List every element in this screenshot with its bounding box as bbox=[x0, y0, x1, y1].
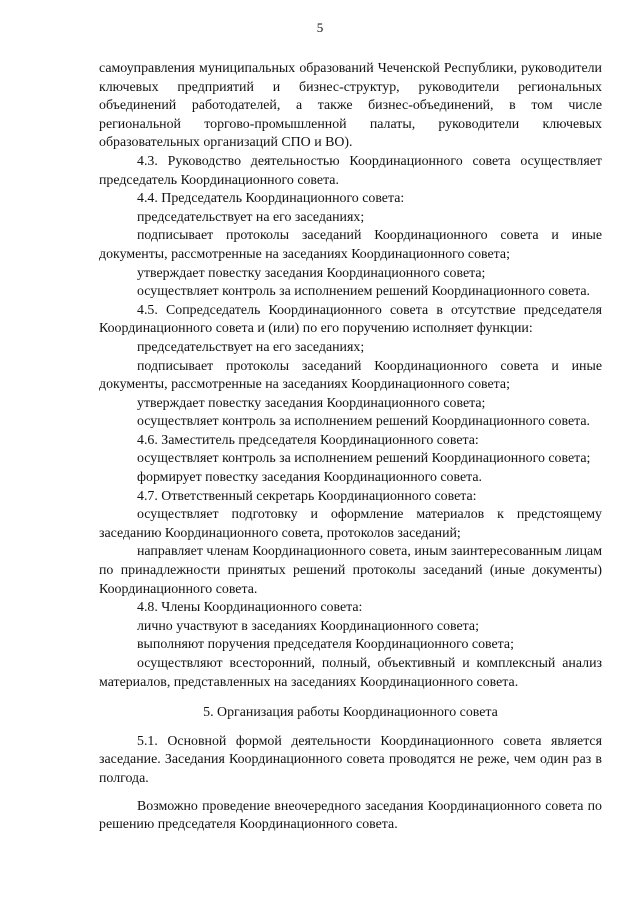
paragraph: самоуправления муниципальных образований Чеченской Республики, руководители ключевых предприятий и бизнес-структур, руководители региональных объединений работодателей, а также бизнес-объединений, в том числе региональной торгово-промышленной палаты, руководители ключевых образовательных организаций СПО и ВО). bbox=[99, 61, 602, 151]
paragraph: Возможно проведение внеочередного заседания Координационного совета по решению председателя Координационного совета. bbox=[99, 798, 602, 833]
paragraph: 5.1. Основной формой деятельности Координационного совета является заседание. Заседания Координационного совета проводятся не реже, чем один раз в полгода. bbox=[99, 733, 602, 786]
paragraph: осуществляют всесторонний, полный, объективный и комплексный анализ материалов, представленных на заседаниях Координационного совета. bbox=[99, 656, 602, 690]
paragraph: 4.5. Сопредседатель Координационного совета в отсутствие председателя Координационного совета и (или) по его поручению исполняет функции: bbox=[99, 302, 602, 337]
paragraph: 4.4. Председатель Координационного совета: bbox=[137, 191, 405, 207]
paragraph: осуществляет подготовку и оформление материалов к предстоящему заседанию Координационного совета, протоколов заседаний; bbox=[99, 507, 602, 541]
paragraph: выполняют поручения председателя Координационного совета; bbox=[137, 637, 514, 653]
paragraph: осуществляет контроль за исполнением решений Координационного совета; bbox=[137, 451, 591, 467]
page-number: 5 bbox=[316, 20, 324, 35]
paragraph: утверждает повестку заседания Координационного совета; bbox=[137, 265, 486, 281]
paragraph: осуществляет контроль за исполнением решений Координационного совета. bbox=[137, 414, 591, 430]
paragraph: председательствует на его заседаниях; bbox=[137, 209, 365, 225]
paragraph: подписывает протоколы заседаний Координационного совета и иные документы, рассмотренные на заседаниях Координационного совета; bbox=[99, 228, 602, 262]
paragraph: формирует повестку заседания Координационного совета. bbox=[137, 470, 482, 486]
paragraph: 4.7. Ответственный секретарь Координационного совета: bbox=[137, 488, 477, 504]
section-heading: 5. Организация работы Координационного совета bbox=[203, 705, 498, 721]
paragraph: 4.3. Руководство деятельностью Координационного совета осуществляет председатель Координационного совета. bbox=[99, 153, 602, 188]
paragraph: председательствует на его заседаниях; bbox=[137, 339, 365, 355]
paragraph: направляет членам Координационного совета, иным заинтересованным лицам по принадлежности принятых решений протоколы заседаний (иные документы) Координационного совета. bbox=[99, 544, 602, 597]
paragraph: 4.8. Члены Координационного совета: bbox=[137, 600, 363, 616]
paragraph: 4.6. Заместитель председателя Координационного совета: bbox=[137, 432, 479, 448]
paragraph: осуществляет контроль за исполнением решений Координационного совета. bbox=[137, 284, 591, 300]
paragraph: подписывает протоколы заседаний Координационного совета и иные документы, рассмотренные на заседаниях Координационного совета; bbox=[99, 358, 602, 393]
document-body bbox=[99, 60, 602, 835]
paragraph: утверждает повестку заседания Координационного совета; bbox=[137, 395, 486, 411]
paragraph: лично участвуют в заседаниях Координационного совета; bbox=[137, 618, 479, 634]
